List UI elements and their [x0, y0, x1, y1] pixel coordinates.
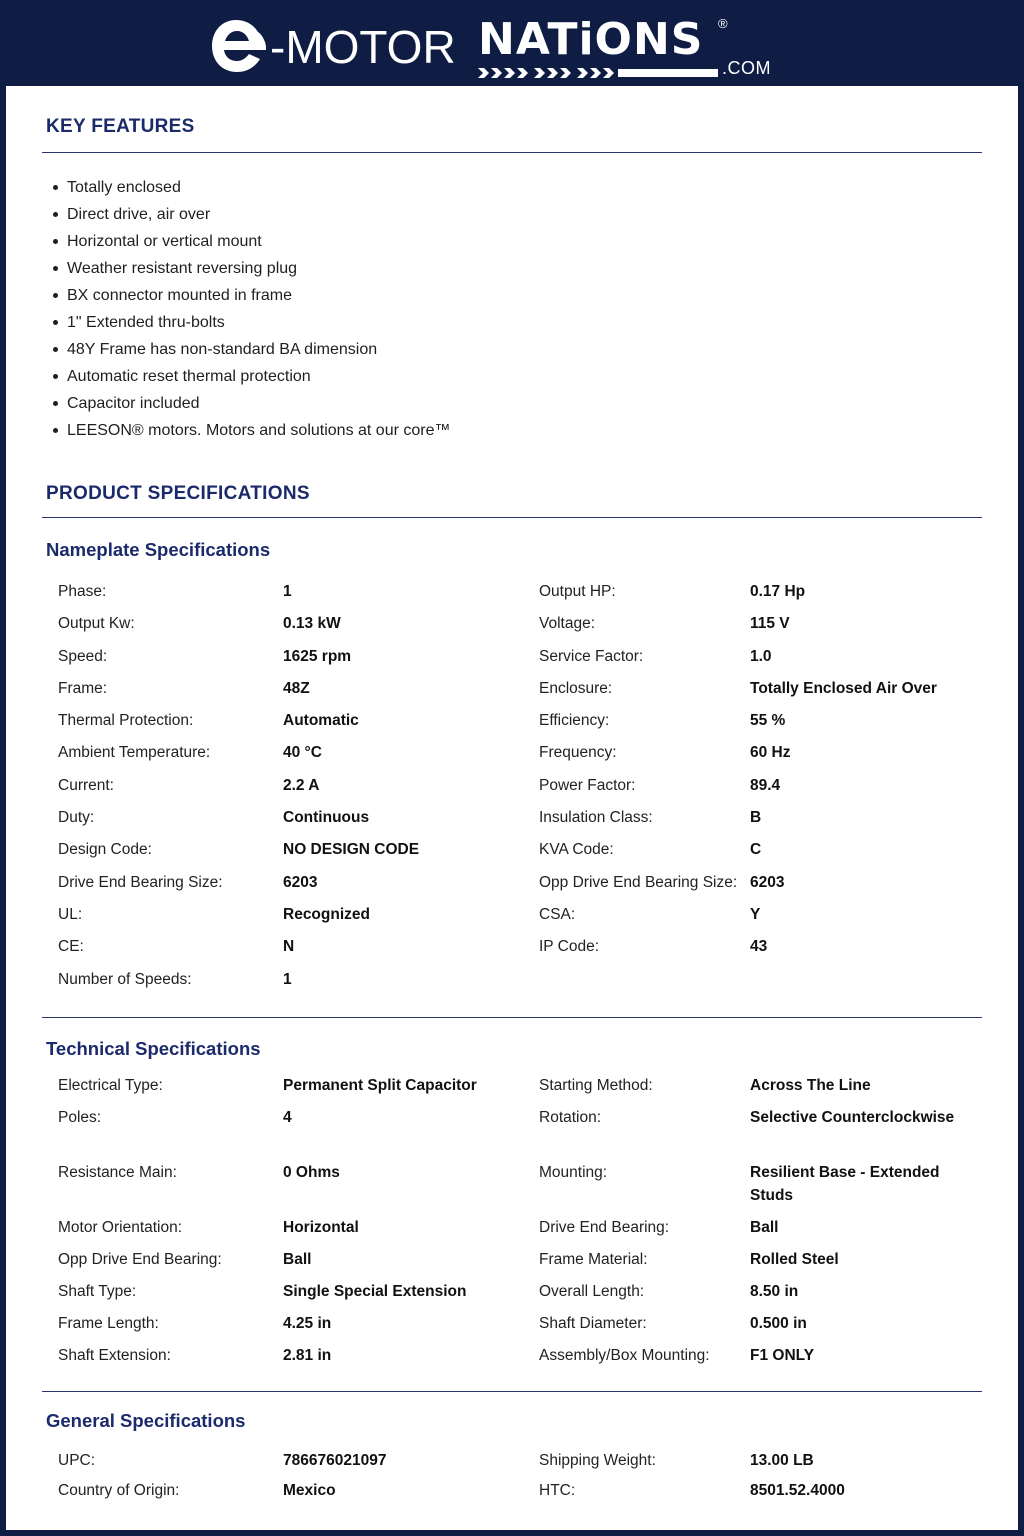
- spec-value: Resilient Base - Extended Studs: [750, 1164, 940, 1204]
- table-row: [58, 580, 978, 612]
- key-features-title: KEY FEATURES: [46, 116, 195, 137]
- spec-label: Drive End Bearing Size:: [58, 873, 223, 891]
- spec-label: Design Code:: [58, 841, 152, 859]
- spec-label: Number of Speeds:: [58, 970, 192, 988]
- table-row: [58, 1479, 978, 1509]
- brand-logo[interactable]: [208, 10, 788, 80]
- e-logo-icon: [208, 16, 272, 76]
- product-card: [6, 86, 1018, 1530]
- spec-value: 1: [283, 970, 292, 988]
- brand-domain: .COM: [722, 58, 771, 78]
- spec-label: Output Kw:: [58, 615, 135, 633]
- divider: [42, 1017, 982, 1018]
- spec-label: Ambient Temperature:: [58, 744, 211, 762]
- spec-value: 6203: [750, 873, 785, 891]
- spec-value: 6203: [283, 873, 318, 891]
- general-specs-title: General Specifications: [46, 1410, 246, 1431]
- spec-label: Country of Origin:: [58, 1482, 180, 1499]
- spec-label: Insulation Class:: [539, 809, 653, 827]
- spec-value: 48Z: [283, 679, 310, 697]
- spec-label: Service Factor:: [539, 647, 644, 665]
- spec-label: Frame:: [58, 679, 108, 697]
- spec-value: NO DESIGN CODE: [283, 841, 420, 859]
- nameplate-specs-title: Nameplate Specifications: [46, 539, 271, 560]
- spec-value: 0.13 kW: [283, 615, 341, 633]
- table-row: [58, 677, 978, 709]
- spec-label: UPC:: [58, 1452, 96, 1469]
- spec-label: Resistance Main:: [58, 1164, 177, 1181]
- table-row: [58, 871, 978, 903]
- spec-label: Starting Method:: [539, 1077, 653, 1094]
- list-item: Automatic reset thermal protection: [46, 363, 451, 390]
- divider: [42, 517, 982, 518]
- spec-label: Drive End Bearing:: [539, 1219, 670, 1236]
- spec-label: Output HP:: [539, 583, 616, 600]
- spec-label: Current:: [58, 776, 114, 794]
- spec-value: Totally Enclosed Air Over: [750, 679, 937, 697]
- spec-label: Mounting:: [539, 1164, 608, 1181]
- spec-label: Efficiency:: [539, 712, 610, 730]
- table-row: [58, 903, 978, 935]
- spec-label: Electrical Type:: [58, 1077, 163, 1094]
- spec-label: Poles:: [58, 1109, 102, 1126]
- spec-value: 0.500 in: [750, 1315, 807, 1332]
- table-row: [58, 645, 978, 677]
- spec-value: F1 ONLY: [750, 1347, 815, 1364]
- spec-label: UL:: [58, 905, 83, 923]
- spec-label: Shaft Diameter:: [539, 1315, 647, 1332]
- spec-label: Overall Length:: [539, 1283, 645, 1300]
- table-row: [58, 1280, 978, 1312]
- chevron-arrows-icon: [478, 66, 718, 80]
- nameplate-specs-table: [58, 580, 978, 1000]
- spec-value: 8501.52.4000: [750, 1482, 845, 1499]
- spec-label: Power Factor:: [539, 776, 636, 794]
- list-item: Capacitor included: [46, 390, 451, 417]
- spec-label: KVA Code:: [539, 841, 614, 859]
- spec-label: Frame Length:: [58, 1315, 159, 1332]
- spec-value: 2.2 A: [283, 776, 320, 794]
- table-row: [58, 1248, 978, 1280]
- spec-label: CE:: [58, 938, 84, 956]
- spec-value: Selective Counterclockwise: [750, 1109, 955, 1126]
- spec-value: 115 V: [750, 615, 790, 633]
- list-item: Horizontal or vertical mount: [46, 228, 451, 255]
- table-row: [58, 741, 978, 773]
- spec-value: Single Special Extension: [283, 1283, 467, 1300]
- spec-value: Rolled Steel: [750, 1251, 839, 1268]
- key-features-list: [46, 174, 451, 444]
- spec-label: Shipping Weight:: [539, 1452, 656, 1469]
- list-item: Weather resistant reversing plug: [46, 255, 451, 282]
- table-row: [58, 1449, 978, 1479]
- spec-value: 2.81 in: [283, 1347, 332, 1364]
- list-item: LEESON® motors. Motors and solutions at our core™: [46, 417, 451, 444]
- spec-value: 4.25 in: [283, 1315, 332, 1332]
- spec-label: Thermal Protection:: [58, 712, 194, 730]
- spec-value: 43: [750, 938, 768, 956]
- spec-value: Horizontal: [283, 1219, 359, 1236]
- spec-value: 0 Ohms: [283, 1164, 340, 1181]
- table-row: [58, 612, 978, 644]
- product-specs-title: PRODUCT SPECIFICATIONS: [46, 483, 310, 504]
- spec-value: C: [750, 841, 762, 859]
- spec-value: 55 %: [750, 712, 786, 730]
- spec-value: 1.0: [750, 647, 772, 665]
- spec-label: Frame Material:: [539, 1251, 648, 1268]
- spec-value: B: [750, 809, 762, 827]
- spec-label: Opp Drive End Bearing:: [58, 1251, 222, 1268]
- spec-label: CSA:: [539, 905, 576, 923]
- brand-name: NATiONS: [478, 14, 704, 65]
- spec-label: HTC:: [539, 1482, 576, 1499]
- spec-value: 1: [283, 583, 292, 600]
- table-row: [58, 1074, 978, 1106]
- table-row: [58, 968, 978, 1000]
- spec-value: 60 Hz: [750, 744, 791, 762]
- spec-value: Ball: [283, 1251, 312, 1268]
- list-item: BX connector mounted in frame: [46, 282, 451, 309]
- list-item: Direct drive, air over: [46, 201, 451, 228]
- spec-value: Recognized: [283, 905, 370, 923]
- spec-value: Ball: [750, 1219, 779, 1236]
- spec-label: Frequency:: [539, 744, 617, 762]
- general-specs-table: [58, 1449, 978, 1509]
- technical-specs-table: [58, 1074, 978, 1376]
- spec-value: Continuous: [283, 809, 370, 827]
- spec-label: Opp Drive End Bearing Size:: [539, 873, 738, 891]
- spec-value: Permanent Split Capacitor: [283, 1077, 477, 1094]
- technical-specs-title: Technical Specifications: [46, 1038, 261, 1059]
- table-row: [58, 838, 978, 870]
- spec-value: 8.50 in: [750, 1283, 799, 1300]
- spec-label: Duty:: [58, 809, 95, 827]
- list-item: 48Y Frame has non-standard BA dimension: [46, 336, 451, 363]
- divider: [42, 1391, 982, 1392]
- spec-label: Voltage:: [539, 615, 596, 633]
- spec-label: IP Code:: [539, 938, 600, 956]
- spec-label: Shaft Extension:: [58, 1347, 171, 1364]
- spec-label: Rotation:: [539, 1109, 602, 1126]
- table-row: [58, 774, 978, 806]
- table-row: [58, 709, 978, 741]
- spec-value: Mexico: [283, 1482, 336, 1499]
- table-row: [58, 1216, 978, 1248]
- spec-value: Y: [750, 905, 761, 923]
- spec-value: 40 °C: [283, 744, 322, 762]
- spec-label: Shaft Type:: [58, 1283, 137, 1300]
- table-row: [58, 1312, 978, 1344]
- table-row: [58, 1106, 978, 1161]
- spec-value: Across The Line: [750, 1077, 871, 1094]
- spec-label: Assembly/Box Mounting:: [539, 1347, 710, 1364]
- spec-value: 13.00 LB: [750, 1452, 814, 1469]
- table-row: [58, 935, 978, 967]
- table-row: [58, 1161, 978, 1216]
- table-row: [58, 1344, 978, 1376]
- spec-value: 1625 rpm: [283, 647, 352, 665]
- spec-label: Motor Orientation:: [58, 1219, 183, 1236]
- list-item: Totally enclosed: [46, 174, 451, 201]
- spec-label: Enclosure:: [539, 679, 613, 697]
- spec-label: Phase:: [58, 583, 107, 600]
- spec-value: 89.4: [750, 776, 781, 794]
- spec-value: 4: [283, 1109, 292, 1126]
- spec-value: Automatic: [283, 712, 359, 730]
- divider: [42, 152, 982, 153]
- spec-value: N: [283, 938, 295, 956]
- site-header: [0, 0, 1024, 86]
- table-row: [58, 806, 978, 838]
- list-item: 1" Extended thru-bolts: [46, 309, 451, 336]
- registered-mark: ®: [718, 16, 728, 31]
- spec-label: Speed:: [58, 647, 108, 665]
- spec-value: 786676021097: [283, 1452, 387, 1469]
- spec-value: 0.17 Hp: [750, 583, 806, 600]
- brand-prefix: -MOTOR: [270, 21, 456, 73]
